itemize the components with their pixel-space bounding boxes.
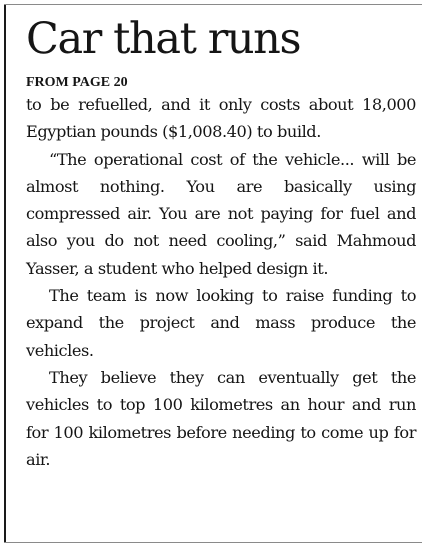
article-headline: Car that runs bbox=[26, 14, 301, 64]
article-body bbox=[26, 4, 416, 473]
article-paragraph-1: to be refuelled, and it only costs about 18,000 Egyptian pounds ($1,008.40) to build. bbox=[26, 95, 416, 142]
article-paragraph-2: “The operational cost of the vehicle... will be almost nothing. You are basically using compressed air. You are not paying for fuel and also you do not need cooling,” said Mahmoud Yasser, a student who helped design it. bbox=[26, 149, 416, 278]
column-rule-bottom bbox=[4, 542, 422, 543]
column-rule-left bbox=[4, 4, 6, 542]
article-paragraph-4: They believe they can eventually get the vehicles to top 100 kilometres an hour and run for 100 kilometres before needing to come up for air. bbox=[26, 367, 416, 469]
jump-line: FROM PAGE 20 bbox=[26, 75, 128, 90]
article-paragraph-3: The team is now looking to raise funding to expand the project and mass produce the vehicles. bbox=[26, 286, 416, 360]
